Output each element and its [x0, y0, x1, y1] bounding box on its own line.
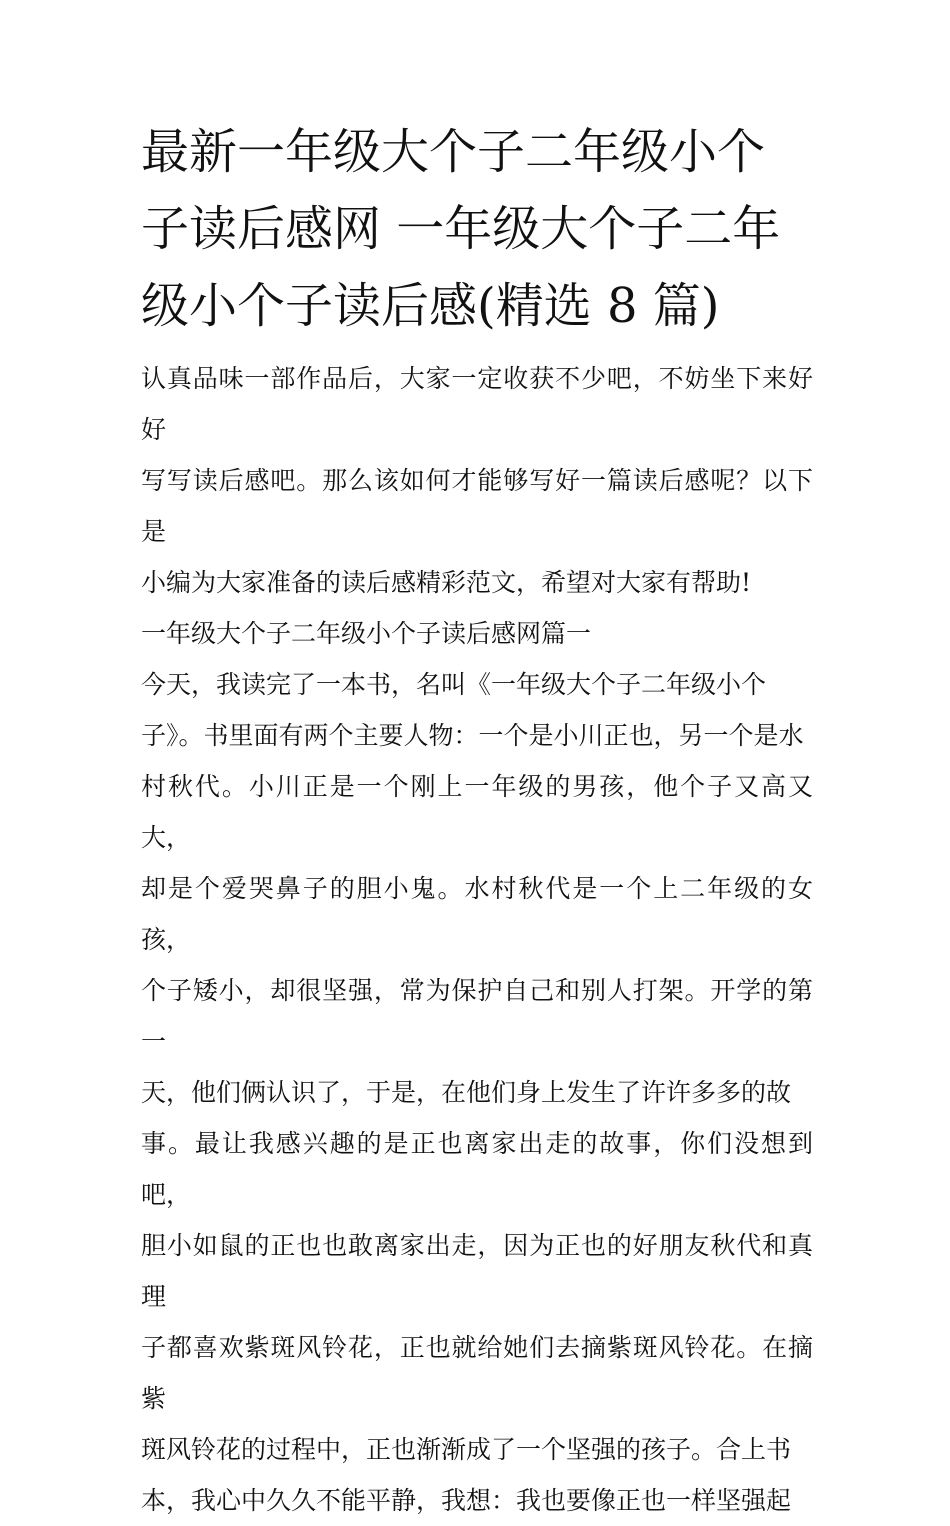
body-line-10: 斑风铃花的过程中，正也渐渐成了一个坚强的孩子。合上书 [141, 1435, 792, 1464]
body-line-7: 事。最让我感兴趣的是正也离家出走的故事，你们没想到吧， [141, 1129, 813, 1209]
intro-line-3: 小编为大家准备的读后感精彩范文，希望对大家有帮助! [141, 568, 752, 597]
body-line-6: 天，他们俩认识了，于是，在他们身上发生了许许多多的故 [141, 1078, 792, 1107]
title-line-2: 子读后感网 一年级大个子二年 [141, 201, 781, 257]
body-line-1: 今天，我读完了一本书，名叫《一年级大个子二年级小个 [141, 670, 767, 699]
body-line-8: 胆小如鼠的正也也敢离家出走，因为正也的好朋友秋代和真理 [141, 1231, 813, 1311]
body-line-4: 却是个爱哭鼻子的胆小鬼。水村秋代是一个上二年级的女孩， [141, 874, 813, 954]
body-line-3: 村秋代。小川正是一个刚上一年级的男孩，他个子又高又大， [141, 772, 813, 852]
intro-line-1: 认真品味一部作品后，大家一定收获不少吧，不妨坐下来好好 [141, 364, 813, 444]
title-line-3: 级小个子读后感(精选 8 篇) [141, 278, 720, 334]
document-page [141, 114, 813, 1526]
section-heading: 一年级大个子二年级小个子读后感网篇一 [141, 619, 592, 648]
intro-paragraph [141, 353, 813, 608]
title-line-1: 最新一年级大个子二年级小个 [141, 124, 766, 180]
body-line-9: 子都喜欢紫斑风铃花，正也就给她们去摘紫斑风铃花。在摘紫 [141, 1333, 813, 1413]
body-line-5: 个子矮小，却很坚强，常为保护自己和别人打架。开学的第一 [141, 976, 813, 1056]
body-line-11: 本，我心中久久不能平静，我想：我也要像正也一样坚强起 [141, 1486, 792, 1515]
body-line-2: 子》。书里面有两个主要人物：一个是小川正也，另一个是水 [141, 721, 804, 750]
body-paragraph [141, 659, 813, 1526]
intro-line-2: 写写读后感吧。那么该如何才能够写好一篇读后感呢？以下是 [141, 466, 813, 546]
document-title [141, 114, 813, 345]
